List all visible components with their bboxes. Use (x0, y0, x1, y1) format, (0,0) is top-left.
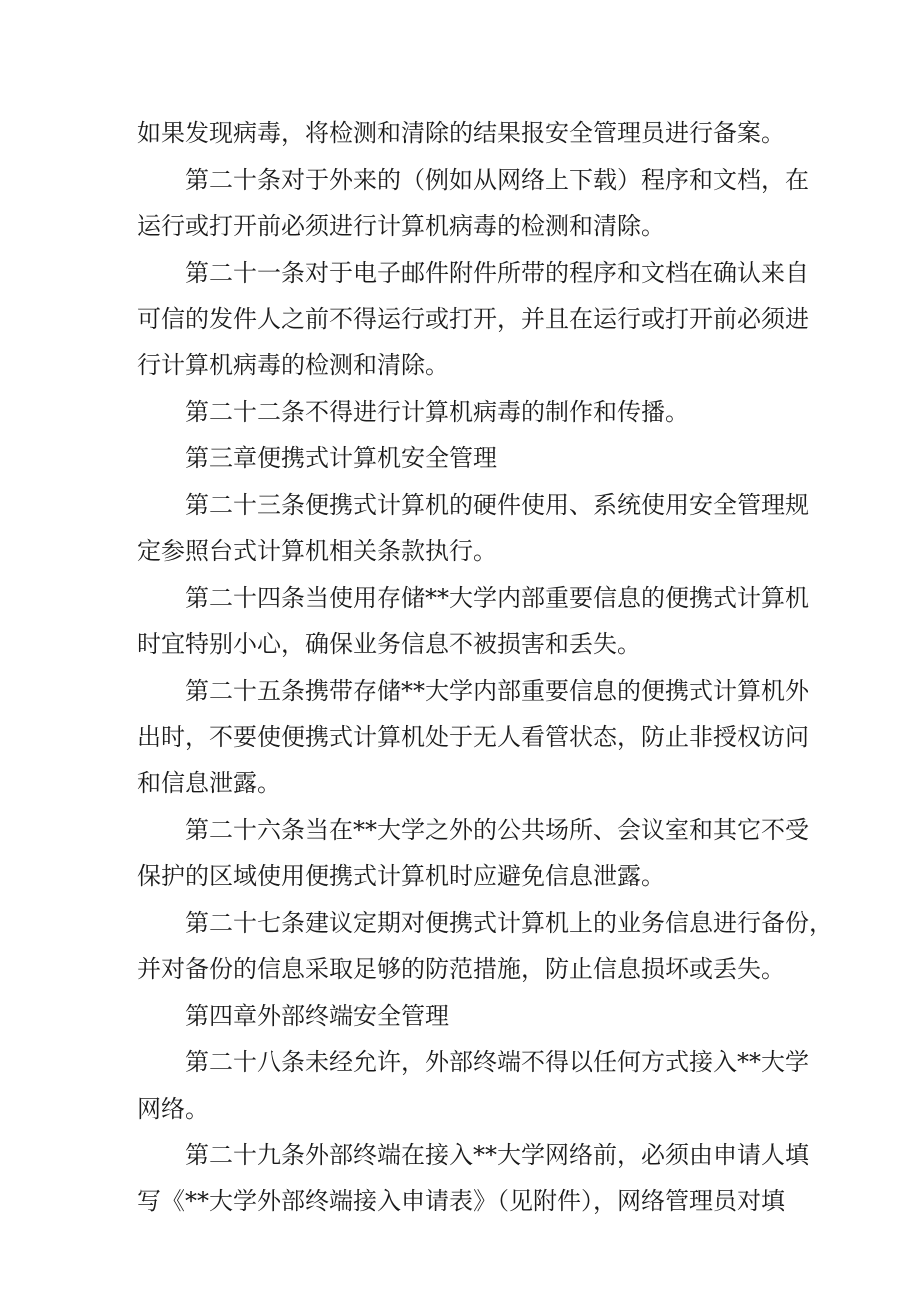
text-line: 并对备份的信息采取足够的防范措施，防止信息损坏或丢失。 (137, 955, 785, 983)
chapter-4-heading: 第四章外部终端安全管理 (185, 1002, 449, 1030)
text-line: 定参照台式计算机相关条款执行。 (137, 537, 497, 565)
article-21: 第二十一条对于电子邮件附件所带的程序和文档在确认来自 (185, 259, 809, 287)
article-23: 第二十三条便携式计算机的硬件使用、系统使用安全管理规 (185, 491, 809, 519)
text-line: 行计算机病毒的检测和清除。 (137, 351, 449, 379)
text-line: 写《**大学外部终端接入申请表》（见附件），网络管理员对填 (137, 1187, 785, 1215)
text-line: 可信的发件人之前不得运行或打开，并且在运行或打开前必须进 (137, 305, 809, 333)
article-29: 第二十九条外部终端在接入**大学网络前，必须由申请人填 (185, 1141, 809, 1169)
article-25: 第二十五条携带存储**大学内部重要信息的便携式计算机外 (185, 677, 809, 705)
text-line: 保护的区域使用便携式计算机时应避免信息泄露。 (137, 862, 665, 890)
chapter-3-heading: 第三章便携式计算机安全管理 (185, 444, 497, 472)
article-22: 第二十二条不得进行计算机病毒的制作和传播。 (185, 398, 689, 426)
text-line: 如果发现病毒，将检测和清除的结果报安全管理员进行备案。 (137, 119, 785, 147)
article-28: 第二十八条未经允许，外部终端不得以任何方式接入**大学 (185, 1048, 809, 1076)
text-line: 网络。 (137, 1095, 209, 1123)
article-27: 第二十七条建议定期对便携式计算机上的业务信息进行备份， (185, 909, 833, 937)
text-line: 和信息泄露。 (137, 769, 281, 797)
text-line: 出时，不要使便携式计算机处于无人看管状态，防止非授权访问 (137, 723, 809, 751)
article-24: 第二十四条当使用存储**大学内部重要信息的便携式计算机 (185, 584, 809, 612)
article-20: 第二十条对于外来的（例如从网络上下载）程序和文档，在 (185, 166, 809, 194)
article-26: 第二十六条当在**大学之外的公共场所、会议室和其它不受 (185, 816, 809, 844)
text-line: 运行或打开前必须进行计算机病毒的检测和清除。 (137, 212, 665, 240)
text-line: 时宜特别小心，确保业务信息不被损害和丢失。 (137, 630, 641, 658)
